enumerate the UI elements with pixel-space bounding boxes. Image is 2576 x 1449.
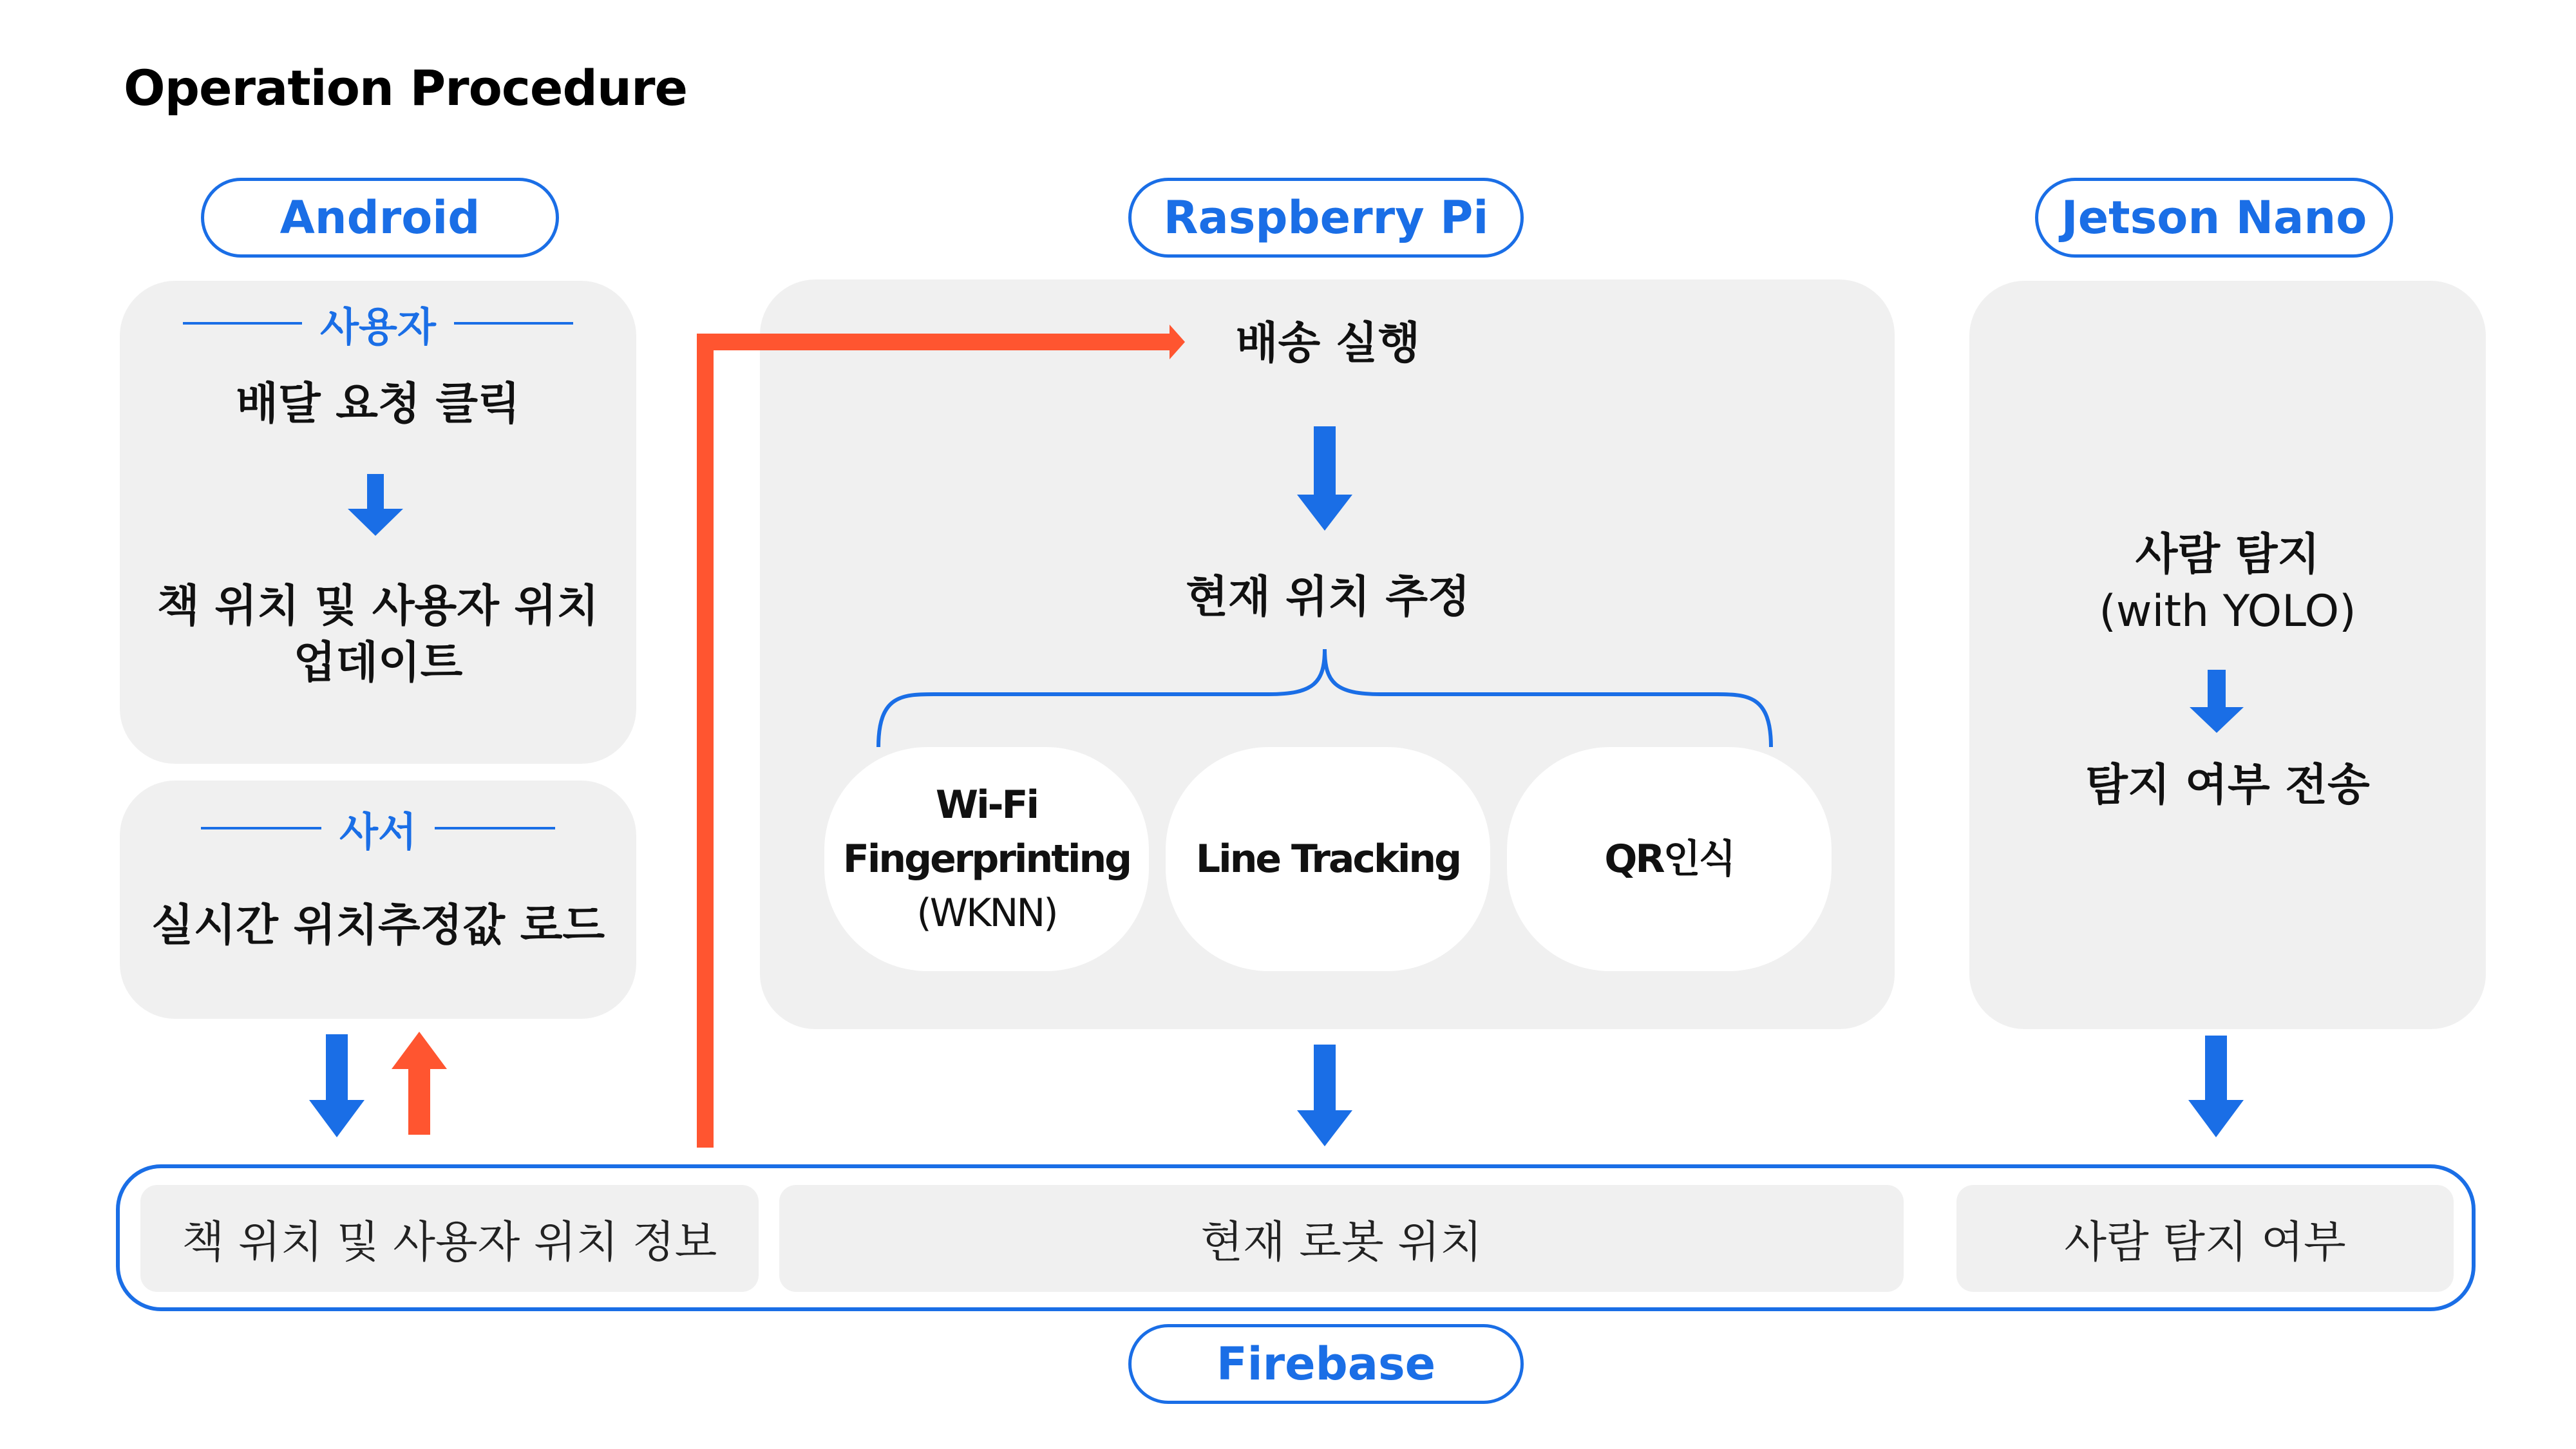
firebase-label: Firebase [1128,1324,1524,1404]
request-delivery-step: 배달 요청 클릭 [236,379,520,430]
page-title: Operation Procedure [124,59,688,117]
arrow-up-icon [392,1032,447,1135]
firebase-field-person-detected: 사람 탐지 여부 [1956,1185,2454,1292]
line-tracking-text: Line Tracking [1195,837,1461,882]
wifi-method-line3: (WKNN) [916,891,1057,936]
arrow-down-icon [309,1034,365,1137]
curly-brace-icon [878,649,1771,747]
update-location-step-line2: 업데이트 [293,638,463,688]
user-section-text: 사용자 [320,303,436,350]
start-delivery-step: 배송 실행 [1235,318,1421,369]
person-detection-step-line1: 사람 탐지 [2135,529,2320,580]
update-location-step-line1: 책 위치 및 사용자 위치 [157,581,599,632]
estimate-location-step: 현재 위치 추정 [1186,572,1470,623]
wifi-method-line2: Fingerprinting [842,837,1131,882]
firebase-field-robot-location: 현재 로봇 위치 [779,1185,1904,1292]
load-location-step: 실시간 위치추정값 로드 [151,900,605,951]
firebase-field-book-user-location: 책 위치 및 사용자 위치 정보 [140,1185,759,1292]
arrow-right-icon [697,325,1185,1148]
arrow-down-icon [2190,670,2244,733]
raspberry-pi-label: Raspberry Pi [1128,178,1524,258]
send-detection-step: 탐지 여부 전송 [2085,760,2370,811]
arrow-down-icon [2188,1036,2244,1137]
person-detection-step-line2: (with YOLO) [2099,586,2356,637]
arrow-down-icon [348,474,403,536]
jetson-nano-label: Jetson Nano [2035,178,2393,258]
wifi-method-line1: Wi-Fi [935,782,1038,828]
qr-recognition-text: QR인식 [1604,837,1734,882]
arrow-down-icon [1297,426,1352,531]
android-label: Android [201,178,559,258]
librarian-section-text: 사서 [339,808,417,855]
arrow-down-icon [1297,1045,1352,1146]
